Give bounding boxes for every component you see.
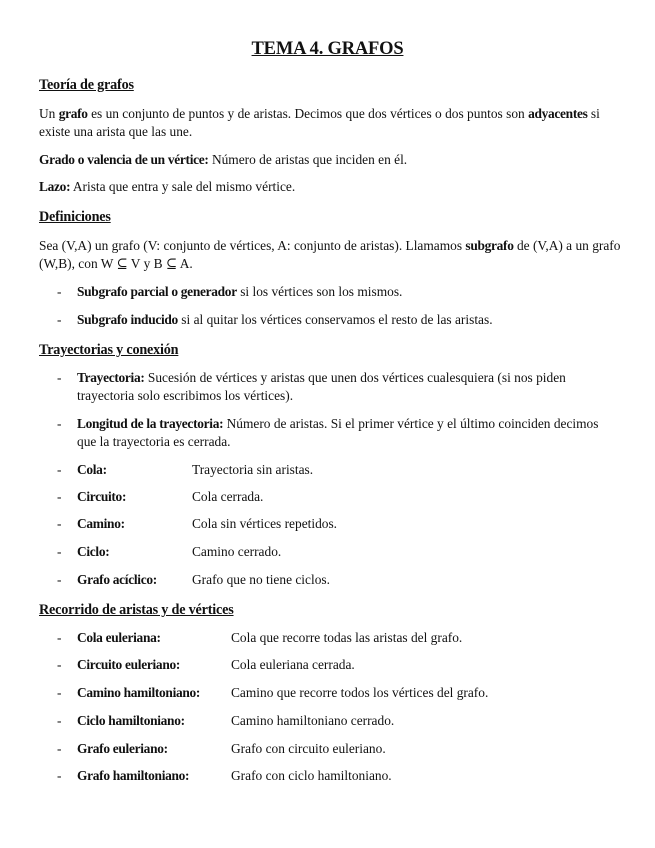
list-bullet: - [57,741,62,756]
list-bullet: - [57,462,62,477]
term-label: Circuito euleriano: [77,657,181,672]
bold-term-lazo: Lazo: [39,179,71,194]
term-label: Grafo hamiltoniano: [77,768,190,783]
list-bullet: - [57,685,62,700]
bold-term-subgrafo: subgrafo [465,238,514,253]
list-bullet: - [57,544,62,559]
term-definition: Camino cerrado. [192,544,282,559]
term-definition: Cola cerrada. [192,489,264,504]
heading-recorrido: Recorrido de aristas y de vértices [39,602,234,618]
paragraph-lazo: Lazo: Arista que entra y sale del mismo vértice. [39,179,296,194]
list-bullet: - [57,630,62,645]
term-definition: Cola que recorre todas las aristas del grafo. [231,630,463,645]
term-label: Circuito: [77,489,127,504]
heading-trayectorias: Trayectorias y conexión [39,342,179,358]
list-bullet: - [57,489,62,504]
term-label: Cola: [77,462,107,477]
list-bullet: - [57,416,62,431]
term-label: Cola euleriana: [77,630,161,645]
list-bullet: - [57,713,62,728]
term-label: Ciclo hamiltoniano: [77,713,185,728]
document-page: TEMA 4. GRAFOS Teoría de grafos Un grafo es un conjunto de puntos y de aristas. Decimos que dos vértices o dos puntos son adyacentes si existe una arista que las une. Grado o valencia de un vértice: Número de aristas que inciden en él. Lazo: Arista que entra y sale del mismo vértice. Definiciones Sea (V,A) un grafo (V: conjunto de vértices, A: conjunto de aristas). Llamamos subgrafo de (V,A) a un grafo (W,B), con W ⊆ V y B ⊆ A. - Subgrafo parcial o generador si los vértices son los mismos. - Subgrafo inducido si al quitar los vértices conservamos el resto de las aristas. Trayectorias y conexión - Trayectoria: Sucesión de vértices y aristas que unen dos vértices cualesquiera (si nos piden trayectoria solo escribimos los vértices). - Longitud de la trayectoria: Número de aristas. Si el primer vértice y el último coinciden decimos que la trayectoria es cerrada. - Cola: Trayectoria sin aristas. - Circuito: Cola cerrada. - Camino: Cola sin vértices repetidos. - Ciclo: Camino cerrado. - Grafo acíclico: Grafo que no tiene ciclos. Recorrido de aristas y de vértices - Cola euleriana: Cola que recorre todas las aristas del grafo. - Circuito euleriano: Cola euleriana cerrada. - Camino hamiltoniano: Camino que recorre todos los vértices del grafo. - Ciclo hamiltoniano: Camino hamiltoniano cerrado. - Grafo euleriano: Grafo con circuito euleriano. - Grafo hamiltoniano: Grafo con ciclo hamiltoniano. [0,0,655,848]
list-bullet: - [57,768,62,783]
term-label: Grafo acíclico: [77,572,157,587]
term-definition: Camino que recorre todos los vértices del grafo. [231,685,489,700]
bold-term-grafo: grafo [58,106,88,121]
heading-definiciones: Definiciones [39,209,111,225]
term-definition: Trayectoria sin aristas. [192,462,314,477]
paragraph-grado: Grado o valencia de un vértice: Número de aristas que inciden en él. [39,152,408,167]
paragraph-grafo-definition: Un grafo es un conjunto de puntos y de aristas. Decimos que dos vértices o dos puntos son adyacentes si existe una arista que las une. [39,106,600,139]
term-label: Camino hamiltoniano: [77,685,201,700]
paragraph-subgrafo: Sea (V,A) un grafo (V: conjunto de vértices, A: conjunto de aristas). Llamamos subgrafo de (V,A) a un grafo (W,B), con W ⊆ V y B ⊆ A. [39,238,621,271]
heading-teoria-de-grafos: Teoría de grafos [39,77,134,93]
term-label: Ciclo: [77,544,110,559]
list-bullet: - [57,572,62,587]
term-definition: Grafo que no tiene ciclos. [192,572,330,587]
list-bullet: - [57,370,62,385]
list-bullet: - [57,657,62,672]
term-definition: Camino hamiltoniano cerrado. [231,713,395,728]
term-definition: Grafo con circuito euleriano. [231,741,386,756]
list-bullet: - [57,284,62,299]
list-bullet: - [57,312,62,327]
term-definition: Cola sin vértices repetidos. [192,516,338,531]
term-definition: Grafo con ciclo hamiltoniano. [231,768,392,783]
bold-term-adyacentes: adyacentes [528,106,588,121]
term-label: Grafo euleriano: [77,741,168,756]
page-title: TEMA 4. GRAFOS [251,39,404,59]
term-label: Camino: [77,516,125,531]
term-definition: Cola euleriana cerrada. [231,657,355,672]
bold-term-grado: Grado o valencia de un vértice: [39,152,209,167]
list-bullet: - [57,516,62,531]
